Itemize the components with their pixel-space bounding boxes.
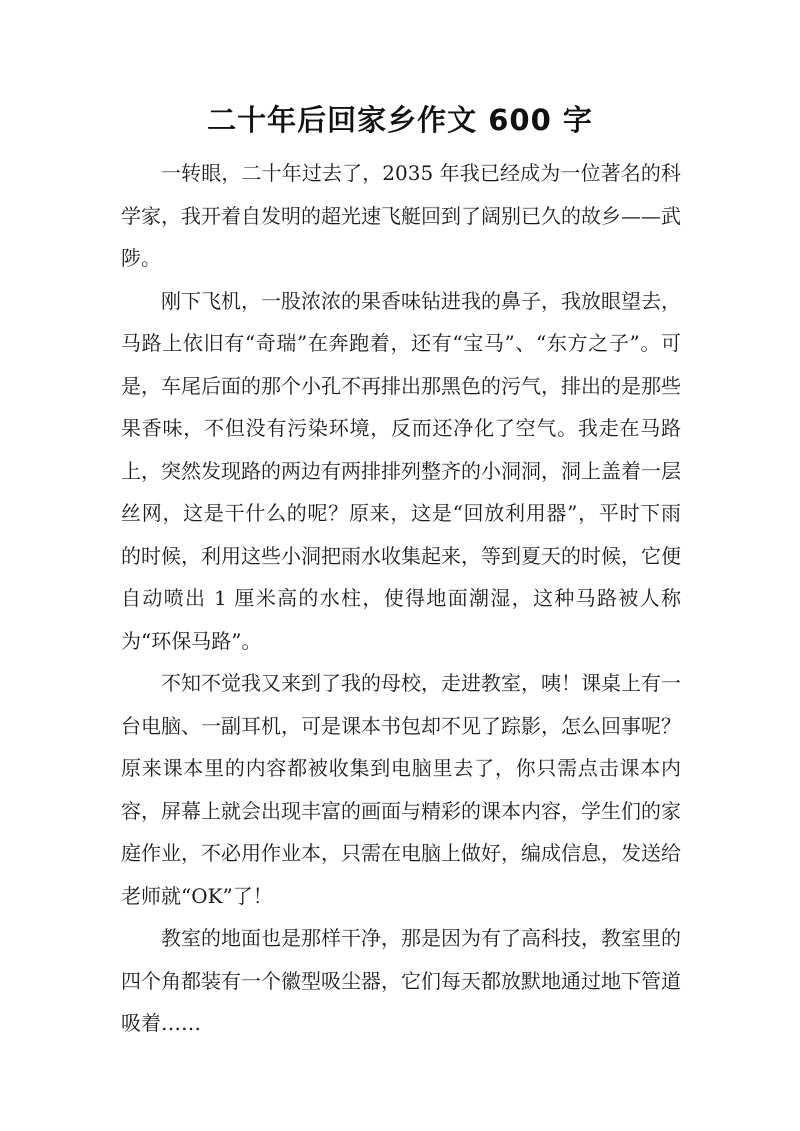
paragraph-2: 刚下飞机，一股浓浓的果香味钻进我的鼻子，我放眼望去，马路上依旧有“奇瑞”在奔跑着，还有“宝马”、“东方之子”。可是，车尾后面的那个小孔不再排出那黑色的污气，排出的是那些果香味，不但没有污染环境，反而还净化了空气。我走在马路上，突然发现路的两边有两排排列整齐的小洞洞，洞上盖着一层丝网，这是干什么的呢？原来，这是“回放利用器”，平时下雨的时候，利用这些小洞把雨水收集起来，等到夏天的时候，它便自动喷出 1 厘米高的水柱，使得地面潮湿，这种马路被人称为“环保马路”。 xyxy=(121,288,681,653)
paragraph-1: 一转眼，二十年过去了，2035 年我已经成为一位著名的科学家，我开着自发明的超光速飞艇回到了阔别已久的故乡——武陟。 xyxy=(121,161,681,270)
paragraph-4: 教室的地面也是那样干净，那是因为有了高科技，教室里的四个角都装有一个徽型吸尘器，它们每天都放默地通过地下管道吸着…… xyxy=(121,926,681,1035)
page-title: 二十年后回家乡作文 600 字 xyxy=(207,103,593,137)
paragraph-3: 不知不觉我又来到了我的母校，走进教室，咦！课桌上有一台电脑、一副耳机，可是课本书包却不见了踪影，怎么回事呢？原来课本里的内容都被收集到电脑里去了，你只需点击课本内容，屏幕上就会出现丰富的画面与精彩的课本内容，学生们的家庭作业，不必用作业本，只需在电脑上做好，编成信息，发送给老师就“OK”了！ xyxy=(121,671,681,908)
essay-body xyxy=(121,152,681,1045)
